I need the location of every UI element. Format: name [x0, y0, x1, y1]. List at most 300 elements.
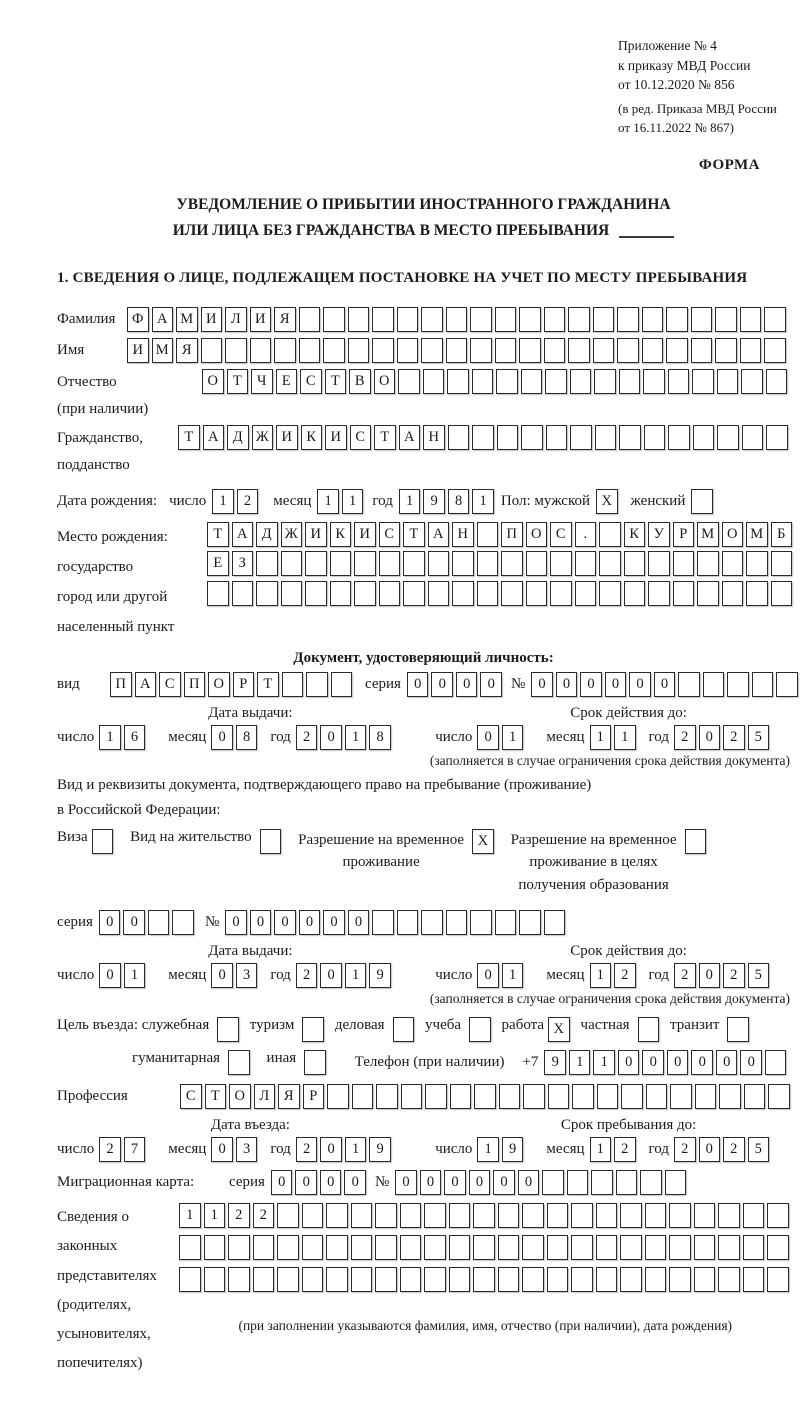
profession-cell[interactable] — [450, 1084, 472, 1109]
migration-number-cell[interactable]: 0 — [469, 1170, 491, 1195]
phone-cell[interactable]: 9 — [544, 1050, 566, 1075]
migration-number-cell[interactable]: 0 — [420, 1170, 442, 1195]
representatives-cell[interactable] — [743, 1267, 765, 1292]
id-doc-number-cell[interactable] — [776, 672, 798, 697]
birthplace-cell[interactable]: Б — [771, 522, 793, 547]
birthplace-cell[interactable] — [624, 581, 646, 606]
right-issue-year-cell[interactable]: 2 — [296, 963, 318, 988]
right-valid-year-cell[interactable]: 5 — [748, 963, 770, 988]
id-issue-year-cell[interactable]: 0 — [320, 725, 342, 750]
surname-cell[interactable] — [715, 307, 737, 332]
representatives-cell[interactable] — [424, 1235, 446, 1260]
birthplace-cell[interactable]: Т — [207, 522, 229, 547]
right-issue-day-cell[interactable]: 1 — [124, 963, 146, 988]
right-doc-series-cell[interactable] — [172, 910, 194, 935]
birthplace-cell[interactable] — [305, 581, 327, 606]
birthplace-cell[interactable]: О — [526, 522, 548, 547]
id-doc-number-cell[interactable] — [752, 672, 774, 697]
citizenship-cell[interactable] — [766, 425, 788, 450]
citizenship-cell[interactable]: Ж — [252, 425, 274, 450]
birth-year-cell[interactable]: 1 — [399, 489, 421, 514]
birthplace-cell[interactable]: Н — [452, 522, 474, 547]
birth-year-cell[interactable]: 9 — [423, 489, 445, 514]
birthplace-cell[interactable]: Д — [256, 522, 278, 547]
right-valid-year-cell[interactable]: 0 — [699, 963, 721, 988]
id-issue-year-cell[interactable]: 8 — [369, 725, 391, 750]
id-valid-year-cell[interactable]: 0 — [699, 725, 721, 750]
birthplace-cell[interactable] — [477, 551, 499, 576]
right-valid-day-cell[interactable]: 0 — [477, 963, 499, 988]
id-doc-number-cell[interactable] — [678, 672, 700, 697]
representatives-cell[interactable] — [400, 1267, 422, 1292]
migration-number-cell[interactable] — [567, 1170, 589, 1195]
birthplace-cell[interactable] — [673, 581, 695, 606]
representatives-cell[interactable] — [669, 1235, 691, 1260]
name-cell[interactable] — [470, 338, 492, 363]
birthplace-cell[interactable]: С — [550, 522, 572, 547]
profession-cell[interactable] — [719, 1084, 741, 1109]
patronymic-cell[interactable]: Е — [276, 369, 298, 394]
name-cell[interactable] — [495, 338, 517, 363]
representatives-cell[interactable]: 2 — [228, 1203, 250, 1228]
purpose-work-box[interactable]: X — [548, 1017, 570, 1042]
migration-number-cell[interactable]: 0 — [518, 1170, 540, 1195]
birthplace-cell[interactable] — [648, 581, 670, 606]
representatives-cell[interactable]: 2 — [253, 1203, 275, 1228]
birthplace-cell[interactable] — [354, 581, 376, 606]
birthplace-cell[interactable] — [256, 581, 278, 606]
representatives-cell[interactable] — [547, 1203, 569, 1228]
right-doc-number-cell[interactable] — [544, 910, 566, 935]
representatives-cell[interactable] — [620, 1235, 642, 1260]
representatives-cell[interactable] — [179, 1235, 201, 1260]
id-valid-day-cell[interactable]: 1 — [502, 725, 524, 750]
birthplace-cell[interactable] — [305, 551, 327, 576]
patronymic-cell[interactable] — [594, 369, 616, 394]
birthplace-cell[interactable]: А — [232, 522, 254, 547]
birthplace-cell[interactable] — [330, 581, 352, 606]
profession-cell[interactable] — [474, 1084, 496, 1109]
birthplace-cell[interactable]: К — [624, 522, 646, 547]
id-doc-type-cell[interactable]: О — [208, 672, 230, 697]
surname-cell[interactable] — [544, 307, 566, 332]
phone-cell[interactable]: 0 — [691, 1050, 713, 1075]
patronymic-cell[interactable] — [643, 369, 665, 394]
profession-cell[interactable] — [646, 1084, 668, 1109]
citizenship-cell[interactable] — [668, 425, 690, 450]
surname-cell[interactable] — [617, 307, 639, 332]
representatives-cell[interactable] — [547, 1267, 569, 1292]
stay-year-cell[interactable]: 2 — [723, 1137, 745, 1162]
stay-year-cell[interactable]: 5 — [748, 1137, 770, 1162]
stay-month-cell[interactable]: 1 — [590, 1137, 612, 1162]
phone-cell[interactable]: 0 — [618, 1050, 640, 1075]
right-doc-number-cell[interactable]: 0 — [348, 910, 370, 935]
name-cell[interactable]: И — [127, 338, 149, 363]
representatives-cell[interactable] — [351, 1203, 373, 1228]
right-issue-month-cell[interactable]: 3 — [236, 963, 258, 988]
id-doc-number-cell[interactable]: 0 — [580, 672, 602, 697]
representatives-cell[interactable] — [179, 1267, 201, 1292]
stay-day-cell[interactable]: 9 — [502, 1137, 524, 1162]
migration-number-cell[interactable]: 0 — [444, 1170, 466, 1195]
migration-series-cell[interactable]: 0 — [271, 1170, 293, 1195]
representatives-cell[interactable] — [449, 1267, 471, 1292]
patronymic-cell[interactable] — [472, 369, 494, 394]
id-doc-type-cell[interactable]: П — [110, 672, 132, 697]
birthplace-cell[interactable] — [428, 581, 450, 606]
citizenship-cell[interactable]: Т — [178, 425, 200, 450]
stay-month-cell[interactable]: 2 — [614, 1137, 636, 1162]
id-valid-day-cell[interactable]: 0 — [477, 725, 499, 750]
right-valid-year-cell[interactable]: 2 — [723, 963, 745, 988]
birthplace-cell[interactable] — [501, 581, 523, 606]
citizenship-cell[interactable]: К — [301, 425, 323, 450]
representatives-cell[interactable] — [302, 1235, 324, 1260]
patronymic-cell[interactable] — [496, 369, 518, 394]
surname-cell[interactable]: М — [176, 307, 198, 332]
birthplace-cell[interactable] — [599, 551, 621, 576]
surname-cell[interactable] — [764, 307, 786, 332]
purpose-tourism-box[interactable] — [302, 1017, 324, 1042]
representatives-cell[interactable] — [473, 1235, 495, 1260]
representatives-cell[interactable] — [694, 1267, 716, 1292]
representatives-cell[interactable] — [571, 1235, 593, 1260]
id-doc-number-cell[interactable]: 0 — [654, 672, 676, 697]
id-issue-month-cell[interactable]: 0 — [211, 725, 233, 750]
surname-cell[interactable] — [397, 307, 419, 332]
name-cell[interactable] — [225, 338, 247, 363]
representatives-cell[interactable] — [424, 1267, 446, 1292]
migration-series-cell[interactable]: 0 — [295, 1170, 317, 1195]
profession-cell[interactable]: Л — [254, 1084, 276, 1109]
name-cell[interactable] — [691, 338, 713, 363]
visa-box[interactable] — [92, 829, 114, 854]
right-valid-day-cell[interactable]: 1 — [502, 963, 524, 988]
representatives-cell[interactable] — [400, 1203, 422, 1228]
name-cell[interactable] — [397, 338, 419, 363]
birthplace-cell[interactable]: З — [232, 551, 254, 576]
representatives-cell[interactable] — [424, 1203, 446, 1228]
migration-series-cell[interactable]: 0 — [344, 1170, 366, 1195]
birthplace-cell[interactable] — [771, 581, 793, 606]
surname-cell[interactable] — [642, 307, 664, 332]
stay-day-cell[interactable]: 1 — [477, 1137, 499, 1162]
name-cell[interactable] — [372, 338, 394, 363]
profession-cell[interactable]: Т — [205, 1084, 227, 1109]
phone-cell[interactable]: 0 — [642, 1050, 664, 1075]
birthplace-cell[interactable] — [256, 551, 278, 576]
birthplace-cell[interactable] — [575, 551, 597, 576]
birthplace-cell[interactable] — [624, 551, 646, 576]
surname-cell[interactable]: Я — [274, 307, 296, 332]
representatives-cell[interactable] — [522, 1203, 544, 1228]
patronymic-cell[interactable] — [447, 369, 469, 394]
right-issue-month-cell[interactable]: 0 — [211, 963, 233, 988]
representatives-cell[interactable] — [253, 1235, 275, 1260]
right-valid-month-cell[interactable]: 2 — [614, 963, 636, 988]
representatives-cell[interactable] — [302, 1203, 324, 1228]
birthplace-cell[interactable]: Р — [673, 522, 695, 547]
id-doc-type-cell[interactable] — [282, 672, 304, 697]
birth-month-cell[interactable]: 1 — [317, 489, 339, 514]
birthplace-cell[interactable] — [207, 581, 229, 606]
name-cell[interactable] — [299, 338, 321, 363]
surname-cell[interactable] — [666, 307, 688, 332]
representatives-cell[interactable] — [645, 1203, 667, 1228]
right-issue-year-cell[interactable]: 1 — [345, 963, 367, 988]
birth-year-cell[interactable]: 1 — [472, 489, 494, 514]
citizenship-cell[interactable]: Т — [374, 425, 396, 450]
representatives-cell[interactable] — [228, 1267, 250, 1292]
profession-cell[interactable] — [768, 1084, 790, 1109]
birthplace-cell[interactable]: Е — [207, 551, 229, 576]
representatives-cell[interactable] — [228, 1235, 250, 1260]
birthplace-cell[interactable] — [550, 551, 572, 576]
id-valid-month-cell[interactable]: 1 — [614, 725, 636, 750]
id-doc-type-cell[interactable] — [306, 672, 328, 697]
surname-cell[interactable] — [519, 307, 541, 332]
birthplace-cell[interactable] — [428, 551, 450, 576]
profession-cell[interactable] — [401, 1084, 423, 1109]
representatives-cell[interactable] — [767, 1203, 789, 1228]
purpose-humanitarian-box[interactable] — [228, 1050, 250, 1075]
representatives-cell[interactable] — [596, 1203, 618, 1228]
birth-year-cell[interactable]: 8 — [448, 489, 470, 514]
id-issue-day-cell[interactable]: 1 — [99, 725, 121, 750]
right-doc-number-cell[interactable]: 0 — [323, 910, 345, 935]
right-valid-year-cell[interactable]: 2 — [674, 963, 696, 988]
citizenship-cell[interactable]: И — [276, 425, 298, 450]
profession-cell[interactable] — [744, 1084, 766, 1109]
citizenship-cell[interactable]: Н — [423, 425, 445, 450]
id-doc-type-cell[interactable] — [331, 672, 353, 697]
surname-cell[interactable] — [348, 307, 370, 332]
representatives-cell[interactable] — [522, 1267, 544, 1292]
right-issue-year-cell[interactable]: 9 — [369, 963, 391, 988]
birthplace-cell[interactable]: И — [354, 522, 376, 547]
representatives-cell[interactable] — [473, 1203, 495, 1228]
birthplace-cell[interactable]: Ж — [281, 522, 303, 547]
representatives-cell[interactable] — [694, 1203, 716, 1228]
profession-cell[interactable]: Р — [303, 1084, 325, 1109]
purpose-transit-box[interactable] — [727, 1017, 749, 1042]
profession-cell[interactable] — [548, 1084, 570, 1109]
name-cell[interactable] — [642, 338, 664, 363]
representatives-cell[interactable] — [277, 1203, 299, 1228]
name-cell[interactable] — [201, 338, 223, 363]
citizenship-cell[interactable] — [595, 425, 617, 450]
representatives-cell[interactable] — [571, 1203, 593, 1228]
citizenship-cell[interactable] — [521, 425, 543, 450]
right-doc-number-cell[interactable] — [372, 910, 394, 935]
birthplace-cell[interactable] — [452, 581, 474, 606]
birthplace-cell[interactable] — [354, 551, 376, 576]
birthplace-cell[interactable]: К — [330, 522, 352, 547]
id-doc-number-cell[interactable]: 0 — [605, 672, 627, 697]
purpose-other-box[interactable] — [304, 1050, 326, 1075]
surname-cell[interactable] — [446, 307, 468, 332]
id-doc-series-cell[interactable]: 0 — [480, 672, 502, 697]
representatives-cell[interactable]: 1 — [179, 1203, 201, 1228]
id-doc-number-cell[interactable] — [703, 672, 725, 697]
surname-cell[interactable] — [470, 307, 492, 332]
birthplace-cell[interactable] — [526, 551, 548, 576]
birthplace-cell[interactable]: Т — [403, 522, 425, 547]
citizenship-cell[interactable] — [717, 425, 739, 450]
id-issue-month-cell[interactable]: 8 — [236, 725, 258, 750]
right-doc-series-cell[interactable] — [148, 910, 170, 935]
birthplace-cell[interactable]: . — [575, 522, 597, 547]
birthplace-cell[interactable] — [477, 522, 499, 547]
id-doc-series-cell[interactable]: 0 — [407, 672, 429, 697]
id-doc-number-cell[interactable]: 0 — [629, 672, 651, 697]
profession-cell[interactable] — [376, 1084, 398, 1109]
right-doc-number-cell[interactable]: 0 — [274, 910, 296, 935]
sex-male-box[interactable]: X — [596, 489, 618, 514]
representatives-cell[interactable] — [277, 1267, 299, 1292]
right-doc-number-cell[interactable]: 0 — [225, 910, 247, 935]
name-cell[interactable] — [666, 338, 688, 363]
id-issue-year-cell[interactable]: 2 — [296, 725, 318, 750]
stay-year-cell[interactable]: 0 — [699, 1137, 721, 1162]
surname-cell[interactable]: И — [201, 307, 223, 332]
right-issue-day-cell[interactable]: 0 — [99, 963, 121, 988]
representatives-cell[interactable] — [645, 1267, 667, 1292]
birthplace-cell[interactable] — [550, 581, 572, 606]
representatives-cell[interactable] — [326, 1235, 348, 1260]
name-cell[interactable] — [348, 338, 370, 363]
representatives-cell[interactable] — [375, 1203, 397, 1228]
id-valid-year-cell[interactable]: 5 — [748, 725, 770, 750]
representatives-cell[interactable] — [204, 1235, 226, 1260]
profession-cell[interactable] — [670, 1084, 692, 1109]
id-doc-series-cell[interactable]: 0 — [431, 672, 453, 697]
phone-cell[interactable]: 0 — [667, 1050, 689, 1075]
birthplace-cell[interactable] — [281, 581, 303, 606]
right-doc-series-cell[interactable]: 0 — [123, 910, 145, 935]
right-doc-number-cell[interactable] — [421, 910, 443, 935]
right-valid-month-cell[interactable]: 1 — [590, 963, 612, 988]
id-doc-number-cell[interactable]: 0 — [556, 672, 578, 697]
name-cell[interactable] — [250, 338, 272, 363]
entry-year-cell[interactable]: 9 — [369, 1137, 391, 1162]
patronymic-cell[interactable] — [766, 369, 788, 394]
citizenship-cell[interactable] — [497, 425, 519, 450]
birthplace-cell[interactable] — [575, 581, 597, 606]
representatives-cell[interactable] — [351, 1235, 373, 1260]
representatives-cell[interactable] — [253, 1267, 275, 1292]
name-cell[interactable] — [421, 338, 443, 363]
profession-cell[interactable] — [425, 1084, 447, 1109]
birthplace-cell[interactable]: М — [697, 522, 719, 547]
temp-residence-edu-box[interactable] — [685, 829, 707, 854]
representatives-cell[interactable] — [743, 1235, 765, 1260]
birthplace-cell[interactable] — [379, 581, 401, 606]
birth-day-cell[interactable]: 1 — [212, 489, 234, 514]
phone-cell[interactable] — [765, 1050, 787, 1075]
surname-cell[interactable]: И — [250, 307, 272, 332]
representatives-cell[interactable] — [277, 1235, 299, 1260]
purpose-private-box[interactable] — [638, 1017, 660, 1042]
patronymic-cell[interactable] — [398, 369, 420, 394]
representatives-cell[interactable] — [351, 1267, 373, 1292]
citizenship-cell[interactable] — [570, 425, 592, 450]
birthplace-cell[interactable] — [722, 551, 744, 576]
sex-female-box[interactable] — [691, 489, 713, 514]
representatives-cell[interactable] — [620, 1203, 642, 1228]
patronymic-cell[interactable] — [619, 369, 641, 394]
stay-year-cell[interactable]: 2 — [674, 1137, 696, 1162]
representatives-cell[interactable] — [694, 1235, 716, 1260]
name-cell[interactable] — [617, 338, 639, 363]
name-cell[interactable] — [274, 338, 296, 363]
profession-cell[interactable] — [597, 1084, 619, 1109]
representatives-cell[interactable] — [400, 1235, 422, 1260]
migration-number-cell[interactable] — [640, 1170, 662, 1195]
birthplace-cell[interactable]: А — [428, 522, 450, 547]
entry-year-cell[interactable]: 0 — [320, 1137, 342, 1162]
citizenship-cell[interactable]: С — [350, 425, 372, 450]
phone-cell[interactable]: 0 — [740, 1050, 762, 1075]
representatives-cell[interactable] — [718, 1235, 740, 1260]
citizenship-cell[interactable]: И — [325, 425, 347, 450]
right-doc-number-cell[interactable] — [397, 910, 419, 935]
name-cell[interactable] — [568, 338, 590, 363]
name-cell[interactable]: М — [152, 338, 174, 363]
patronymic-cell[interactable]: С — [300, 369, 322, 394]
representatives-cell[interactable] — [204, 1267, 226, 1292]
birthplace-cell[interactable] — [379, 551, 401, 576]
representatives-cell[interactable] — [449, 1235, 471, 1260]
patronymic-cell[interactable] — [570, 369, 592, 394]
birthplace-cell[interactable]: М — [746, 522, 768, 547]
id-issue-year-cell[interactable]: 1 — [345, 725, 367, 750]
representatives-cell[interactable] — [498, 1235, 520, 1260]
phone-cell[interactable]: 1 — [569, 1050, 591, 1075]
entry-year-cell[interactable]: 2 — [296, 1137, 318, 1162]
citizenship-cell[interactable]: А — [399, 425, 421, 450]
migration-number-cell[interactable] — [542, 1170, 564, 1195]
name-cell[interactable] — [544, 338, 566, 363]
surname-cell[interactable] — [568, 307, 590, 332]
birthplace-cell[interactable] — [599, 522, 621, 547]
surname-cell[interactable] — [593, 307, 615, 332]
profession-cell[interactable] — [695, 1084, 717, 1109]
representatives-cell[interactable] — [596, 1267, 618, 1292]
profession-cell[interactable] — [327, 1084, 349, 1109]
representatives-cell[interactable] — [596, 1235, 618, 1260]
patronymic-cell[interactable] — [521, 369, 543, 394]
purpose-study-box[interactable] — [469, 1017, 491, 1042]
surname-cell[interactable]: Ф — [127, 307, 149, 332]
surname-cell[interactable] — [495, 307, 517, 332]
surname-cell[interactable] — [372, 307, 394, 332]
patronymic-cell[interactable] — [692, 369, 714, 394]
profession-cell[interactable] — [572, 1084, 594, 1109]
birthplace-cell[interactable] — [501, 551, 523, 576]
citizenship-cell[interactable] — [742, 425, 764, 450]
surname-cell[interactable] — [299, 307, 321, 332]
profession-cell[interactable] — [523, 1084, 545, 1109]
patronymic-cell[interactable]: О — [202, 369, 224, 394]
id-valid-year-cell[interactable]: 2 — [674, 725, 696, 750]
birthplace-cell[interactable] — [599, 581, 621, 606]
profession-cell[interactable] — [499, 1084, 521, 1109]
birthplace-cell[interactable] — [746, 581, 768, 606]
phone-cell[interactable]: 0 — [716, 1050, 738, 1075]
surname-cell[interactable]: Л — [225, 307, 247, 332]
